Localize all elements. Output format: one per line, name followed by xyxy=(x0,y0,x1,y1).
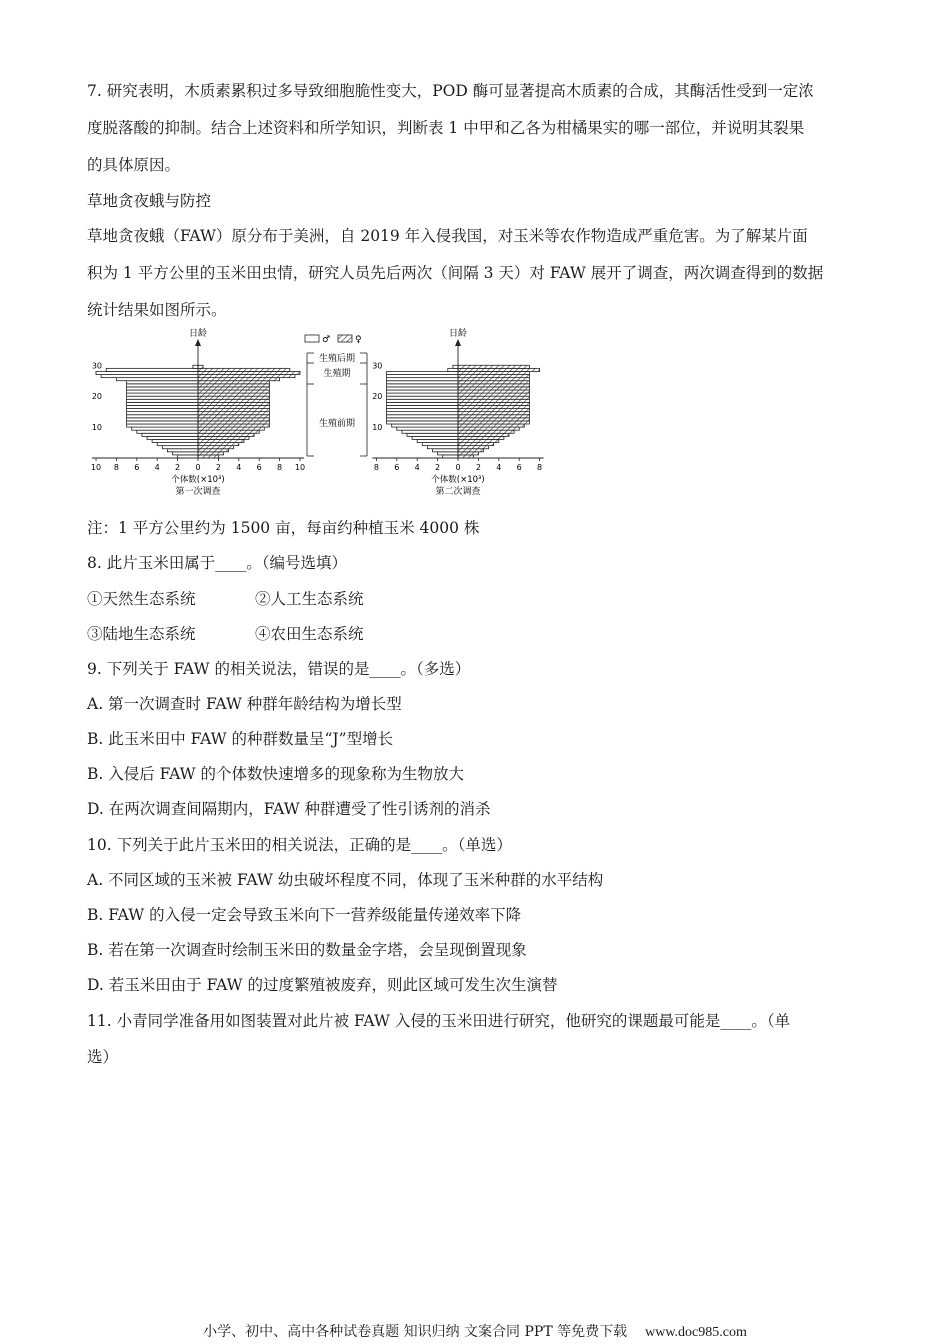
bar-male-age-25 xyxy=(127,381,198,384)
legend-male-label: ♂ xyxy=(322,335,331,345)
q10-option-c: B. 若在第一次调查时绘制玉米田的数量金字塔，会呈现倒置现象 xyxy=(87,941,527,959)
bar-female-age-23 xyxy=(458,387,529,390)
age-pyramid-svg xyxy=(85,326,555,504)
bar-male-age-26 xyxy=(387,378,458,381)
stage-early-label: 生殖前期 xyxy=(318,419,356,429)
bar-female-age-11 xyxy=(198,424,269,427)
bar-male-age-1 xyxy=(178,455,198,458)
q8-option-4: ④农田生态系统 xyxy=(255,625,364,643)
bar-female-age-13 xyxy=(198,418,269,421)
chart-caption: 第二次调查 xyxy=(435,487,481,497)
bar-female-age-4 xyxy=(458,446,489,449)
bar-male-age-13 xyxy=(127,418,198,421)
bar-female-age-27 xyxy=(198,375,295,378)
x-tick-label: 2 xyxy=(435,463,441,472)
bar-female-age-8 xyxy=(458,433,509,436)
bar-male-age-23 xyxy=(387,387,458,390)
bar-male-age-29 xyxy=(448,368,458,371)
bar-female-age-7 xyxy=(458,436,504,439)
bar-female-age-24 xyxy=(198,384,269,387)
x-tick-label: 6 xyxy=(516,463,522,472)
bar-female-age-14 xyxy=(458,415,529,418)
q7-line-3: 的具体原因。 xyxy=(87,156,181,174)
stage-late-label: 生殖后期 xyxy=(318,354,356,364)
x-tick-label: 8 xyxy=(113,463,119,472)
x-tick-label: 10 xyxy=(294,463,306,472)
bar-female-age-16 xyxy=(198,409,269,412)
legend xyxy=(305,335,362,345)
age-pyramid-figure xyxy=(85,326,555,508)
q9-option-a: A. 第一次调查时 FAW 种群年龄结构为增长型 xyxy=(87,695,402,713)
stage-mid-label: 生殖期 xyxy=(323,369,351,379)
y-axis-arrow xyxy=(195,339,201,346)
bar-male-age-11 xyxy=(127,424,198,427)
bar-male-age-10 xyxy=(397,427,458,430)
section-para-line-1: 草地贪夜蛾（FAW）原分布于美洲，自 2019 年入侵我国，对玉米等农作物造成严重危害。为了解某片面 xyxy=(87,227,808,245)
bar-male-age-6 xyxy=(417,439,458,442)
bar-male-age-9 xyxy=(402,430,458,433)
bar-male-age-10 xyxy=(132,427,198,430)
legend-female-label: ♀ xyxy=(355,335,362,345)
bar-male-age-28 xyxy=(96,371,198,374)
bar-male-age-18 xyxy=(127,402,198,405)
bar-female-age-23 xyxy=(198,387,269,390)
bar-female-age-30 xyxy=(198,365,203,368)
bar-female-age-5 xyxy=(198,443,239,446)
bar-female-age-17 xyxy=(198,405,269,408)
bar-male-age-4 xyxy=(427,446,458,449)
section-title: 草地贪夜蛾与防控 xyxy=(87,192,212,210)
bar-female-age-20 xyxy=(458,396,529,399)
bar-male-age-1 xyxy=(443,455,458,458)
bar-female-age-21 xyxy=(458,393,529,396)
section-para-line-3: 统计结果如图所示。 xyxy=(87,301,227,319)
bar-female-age-28 xyxy=(198,371,300,374)
figure-note: 注：1 平方公里约为 1500 亩，每亩约种植玉米 4000 株 xyxy=(87,519,480,537)
y-tick-label: 10 xyxy=(372,423,383,433)
q8-option-3: ③陆地生态系统 xyxy=(87,625,196,643)
q10-option-a: A. 不同区域的玉米被 FAW 幼虫破坏程度不同，体现了玉米种群的水平结构 xyxy=(87,871,604,889)
bar-male-age-5 xyxy=(422,443,458,446)
footer-text: 小学、初中、高中各种试卷真题 知识归纳 文案合同 PPT 等免费下载 xyxy=(203,1324,628,1340)
bar-female-age-9 xyxy=(458,430,514,433)
q9-option-d: D. 在两次调查间隔期内，FAW 种群遭受了性引诱剂的消杀 xyxy=(87,800,491,818)
bar-female-age-2 xyxy=(198,452,224,455)
bar-female-age-26 xyxy=(458,378,529,381)
x-tick-label: 8 xyxy=(537,463,543,472)
x-tick-label: 0 xyxy=(455,463,461,472)
y-tick-label: 10 xyxy=(91,423,102,433)
bar-female-age-17 xyxy=(458,405,529,408)
bar-male-age-21 xyxy=(387,393,458,396)
x-tick-label: 4 xyxy=(496,463,502,472)
bar-male-age-20 xyxy=(387,396,458,399)
page-footer xyxy=(0,1321,950,1341)
bar-female-age-25 xyxy=(198,381,269,384)
bar-male-age-16 xyxy=(387,409,458,412)
bar-male-age-2 xyxy=(438,452,458,455)
q7-line-1: 7. 研究表明，木质素累积过多导致细胞脆性变大，POD 酶可显著提高木质素的合成，其酶活性受到一定浓 xyxy=(87,82,814,100)
q9-stem: 9. 下列关于 FAW 的相关说法，错误的是____。（多选） xyxy=(87,660,471,678)
bar-female-age-3 xyxy=(458,449,484,452)
bar-female-age-15 xyxy=(458,412,529,415)
x-tick-label: 8 xyxy=(373,463,379,472)
section-para-line-2: 积为 1 平方公里的玉米田虫情，研究人员先后两次（间隔 3 天）对 FAW 展开了调查，两次调查得到的数据 xyxy=(87,264,824,282)
bar-male-age-24 xyxy=(127,384,198,387)
x-tick-label: 2 xyxy=(215,463,221,472)
x-tick-label: 6 xyxy=(394,463,400,472)
q9-option-b: B. 此玉米田中 FAW 的种群数量呈“J”型增长 xyxy=(87,730,394,748)
bar-male-age-26 xyxy=(116,378,198,381)
stage-labels xyxy=(307,352,367,456)
x-tick-label: 4 xyxy=(414,463,420,472)
bar-female-age-21 xyxy=(198,393,269,396)
bar-female-age-13 xyxy=(458,418,529,421)
bar-male-age-23 xyxy=(127,387,198,390)
x-tick-label: 10 xyxy=(90,463,102,472)
q10-stem: 10. 下列关于此片玉米田的相关说法，正确的是____。（单选） xyxy=(87,836,512,854)
x-tick-label: 4 xyxy=(154,463,160,472)
bar-female-age-19 xyxy=(198,399,269,402)
legend-male-swatch xyxy=(305,335,319,342)
x-tick-label: 6 xyxy=(134,463,140,472)
bar-female-age-16 xyxy=(458,409,529,412)
bar-male-age-19 xyxy=(127,399,198,402)
legend-female-swatch xyxy=(338,335,352,342)
bar-male-age-11 xyxy=(392,424,458,427)
x-tick-label: 0 xyxy=(195,463,201,472)
chart-first-survey xyxy=(91,327,305,497)
bar-female-age-26 xyxy=(198,378,280,381)
bar-male-age-17 xyxy=(387,405,458,408)
bar-male-age-7 xyxy=(147,436,198,439)
bar-male-age-6 xyxy=(152,439,198,442)
bar-male-age-13 xyxy=(387,418,458,421)
q11-line-1: 11. 小青同学准备用如图装置对此片被 FAW 入侵的玉米田进行研究，他研究的课题最可能是____。（单 xyxy=(87,1012,791,1030)
bar-female-age-30 xyxy=(458,365,529,368)
bar-female-age-15 xyxy=(198,412,269,415)
bar-male-age-5 xyxy=(157,443,198,446)
bar-male-age-14 xyxy=(127,415,198,418)
bar-female-age-2 xyxy=(458,452,478,455)
bar-male-age-14 xyxy=(387,415,458,418)
q10-option-b: B. FAW 的入侵一定会导致玉米向下一营养级能量传递效率下降 xyxy=(87,906,522,924)
bar-female-age-5 xyxy=(458,443,494,446)
bar-male-age-24 xyxy=(387,384,458,387)
bar-male-age-3 xyxy=(433,449,459,452)
bar-female-age-14 xyxy=(198,415,269,418)
bar-male-age-27 xyxy=(387,375,458,378)
bar-female-age-29 xyxy=(198,368,290,371)
bar-female-age-7 xyxy=(198,436,249,439)
bar-male-age-21 xyxy=(127,393,198,396)
bar-female-age-27 xyxy=(458,375,529,378)
q9-option-c: B. 入侵后 FAW 的个体数快速增多的现象称为生物放大 xyxy=(87,765,465,783)
bar-male-age-22 xyxy=(127,390,198,393)
q8-option-1: ①天然生态系统 xyxy=(87,590,196,608)
q7-line-2: 度脱落酸的抑制。结合上述资料和所学知识，判断表 1 中甲和乙各为柑橘果实的哪一部位，并说明其裂果 xyxy=(87,119,805,137)
bar-male-age-28 xyxy=(387,371,458,374)
bar-female-age-19 xyxy=(458,399,529,402)
x-tick-label: 8 xyxy=(277,463,283,472)
bar-male-age-8 xyxy=(142,433,198,436)
bar-male-age-19 xyxy=(387,399,458,402)
bar-male-age-25 xyxy=(387,381,458,384)
bar-male-age-8 xyxy=(407,433,458,436)
bar-male-age-29 xyxy=(106,368,198,371)
q10-option-d: D. 若玉米田由于 FAW 的过度繁殖被废弃，则此区域可发生次生演替 xyxy=(87,976,558,994)
chart-caption: 第一次调查 xyxy=(175,487,221,497)
bar-male-age-27 xyxy=(101,375,198,378)
bar-male-age-18 xyxy=(387,402,458,405)
bar-male-age-9 xyxy=(137,430,198,433)
x-axis-label: 个体数(×10³) xyxy=(431,475,485,485)
bar-female-age-18 xyxy=(458,402,529,405)
bar-female-age-3 xyxy=(198,449,229,452)
x-tick-label: 4 xyxy=(236,463,242,472)
bar-female-age-22 xyxy=(458,390,529,393)
bar-female-age-8 xyxy=(198,433,254,436)
bar-female-age-10 xyxy=(458,427,519,430)
bar-male-age-15 xyxy=(387,412,458,415)
y-axis-label: 日龄 xyxy=(448,329,468,339)
bar-male-age-7 xyxy=(412,436,458,439)
chart-second-survey xyxy=(372,327,543,497)
bar-female-age-22 xyxy=(198,390,269,393)
bar-female-age-18 xyxy=(198,402,269,405)
bar-male-age-16 xyxy=(127,409,198,412)
q8-stem: 8. 此片玉米田属于____。（编号选填） xyxy=(87,554,347,572)
bar-female-age-29 xyxy=(458,368,540,371)
bar-female-age-20 xyxy=(198,396,269,399)
bar-male-age-12 xyxy=(387,421,458,424)
footer-site-link[interactable]: www.doc985.com xyxy=(645,1325,747,1340)
x-axis-label: 个体数(×10³) xyxy=(171,475,225,485)
y-axis-label: 日龄 xyxy=(188,329,208,339)
y-tick-label: 20 xyxy=(372,392,383,402)
bar-female-age-25 xyxy=(458,381,529,384)
bar-female-age-12 xyxy=(458,421,529,424)
bar-male-age-4 xyxy=(162,446,198,449)
bar-male-age-22 xyxy=(387,390,458,393)
bar-female-age-12 xyxy=(198,421,269,424)
bar-male-age-12 xyxy=(127,421,198,424)
x-tick-label: 2 xyxy=(475,463,481,472)
q8-option-2: ②人工生态系统 xyxy=(255,590,364,608)
bar-female-age-10 xyxy=(198,427,264,430)
bar-female-age-24 xyxy=(458,384,529,387)
bar-female-age-1 xyxy=(198,455,218,458)
bar-male-age-2 xyxy=(173,452,199,455)
bar-female-age-4 xyxy=(198,446,234,449)
q11-line-2: 选） xyxy=(87,1048,119,1066)
bar-female-age-28 xyxy=(458,371,529,374)
bar-female-age-11 xyxy=(458,424,524,427)
bar-female-age-6 xyxy=(458,439,499,442)
bar-male-age-20 xyxy=(127,396,198,399)
y-tick-label: 20 xyxy=(91,392,102,402)
x-tick-label: 6 xyxy=(256,463,262,472)
bar-male-age-3 xyxy=(167,449,198,452)
bar-male-age-15 xyxy=(127,412,198,415)
bar-female-age-9 xyxy=(198,430,259,433)
y-axis-arrow xyxy=(455,339,461,346)
bar-male-age-30 xyxy=(453,365,458,368)
bar-male-age-17 xyxy=(127,405,198,408)
y-tick-label: 30 xyxy=(372,361,383,371)
bar-female-age-6 xyxy=(198,439,244,442)
x-tick-label: 2 xyxy=(175,463,181,472)
y-tick-label: 30 xyxy=(91,361,102,371)
bar-female-age-1 xyxy=(458,455,473,458)
bar-male-age-30 xyxy=(193,365,198,368)
